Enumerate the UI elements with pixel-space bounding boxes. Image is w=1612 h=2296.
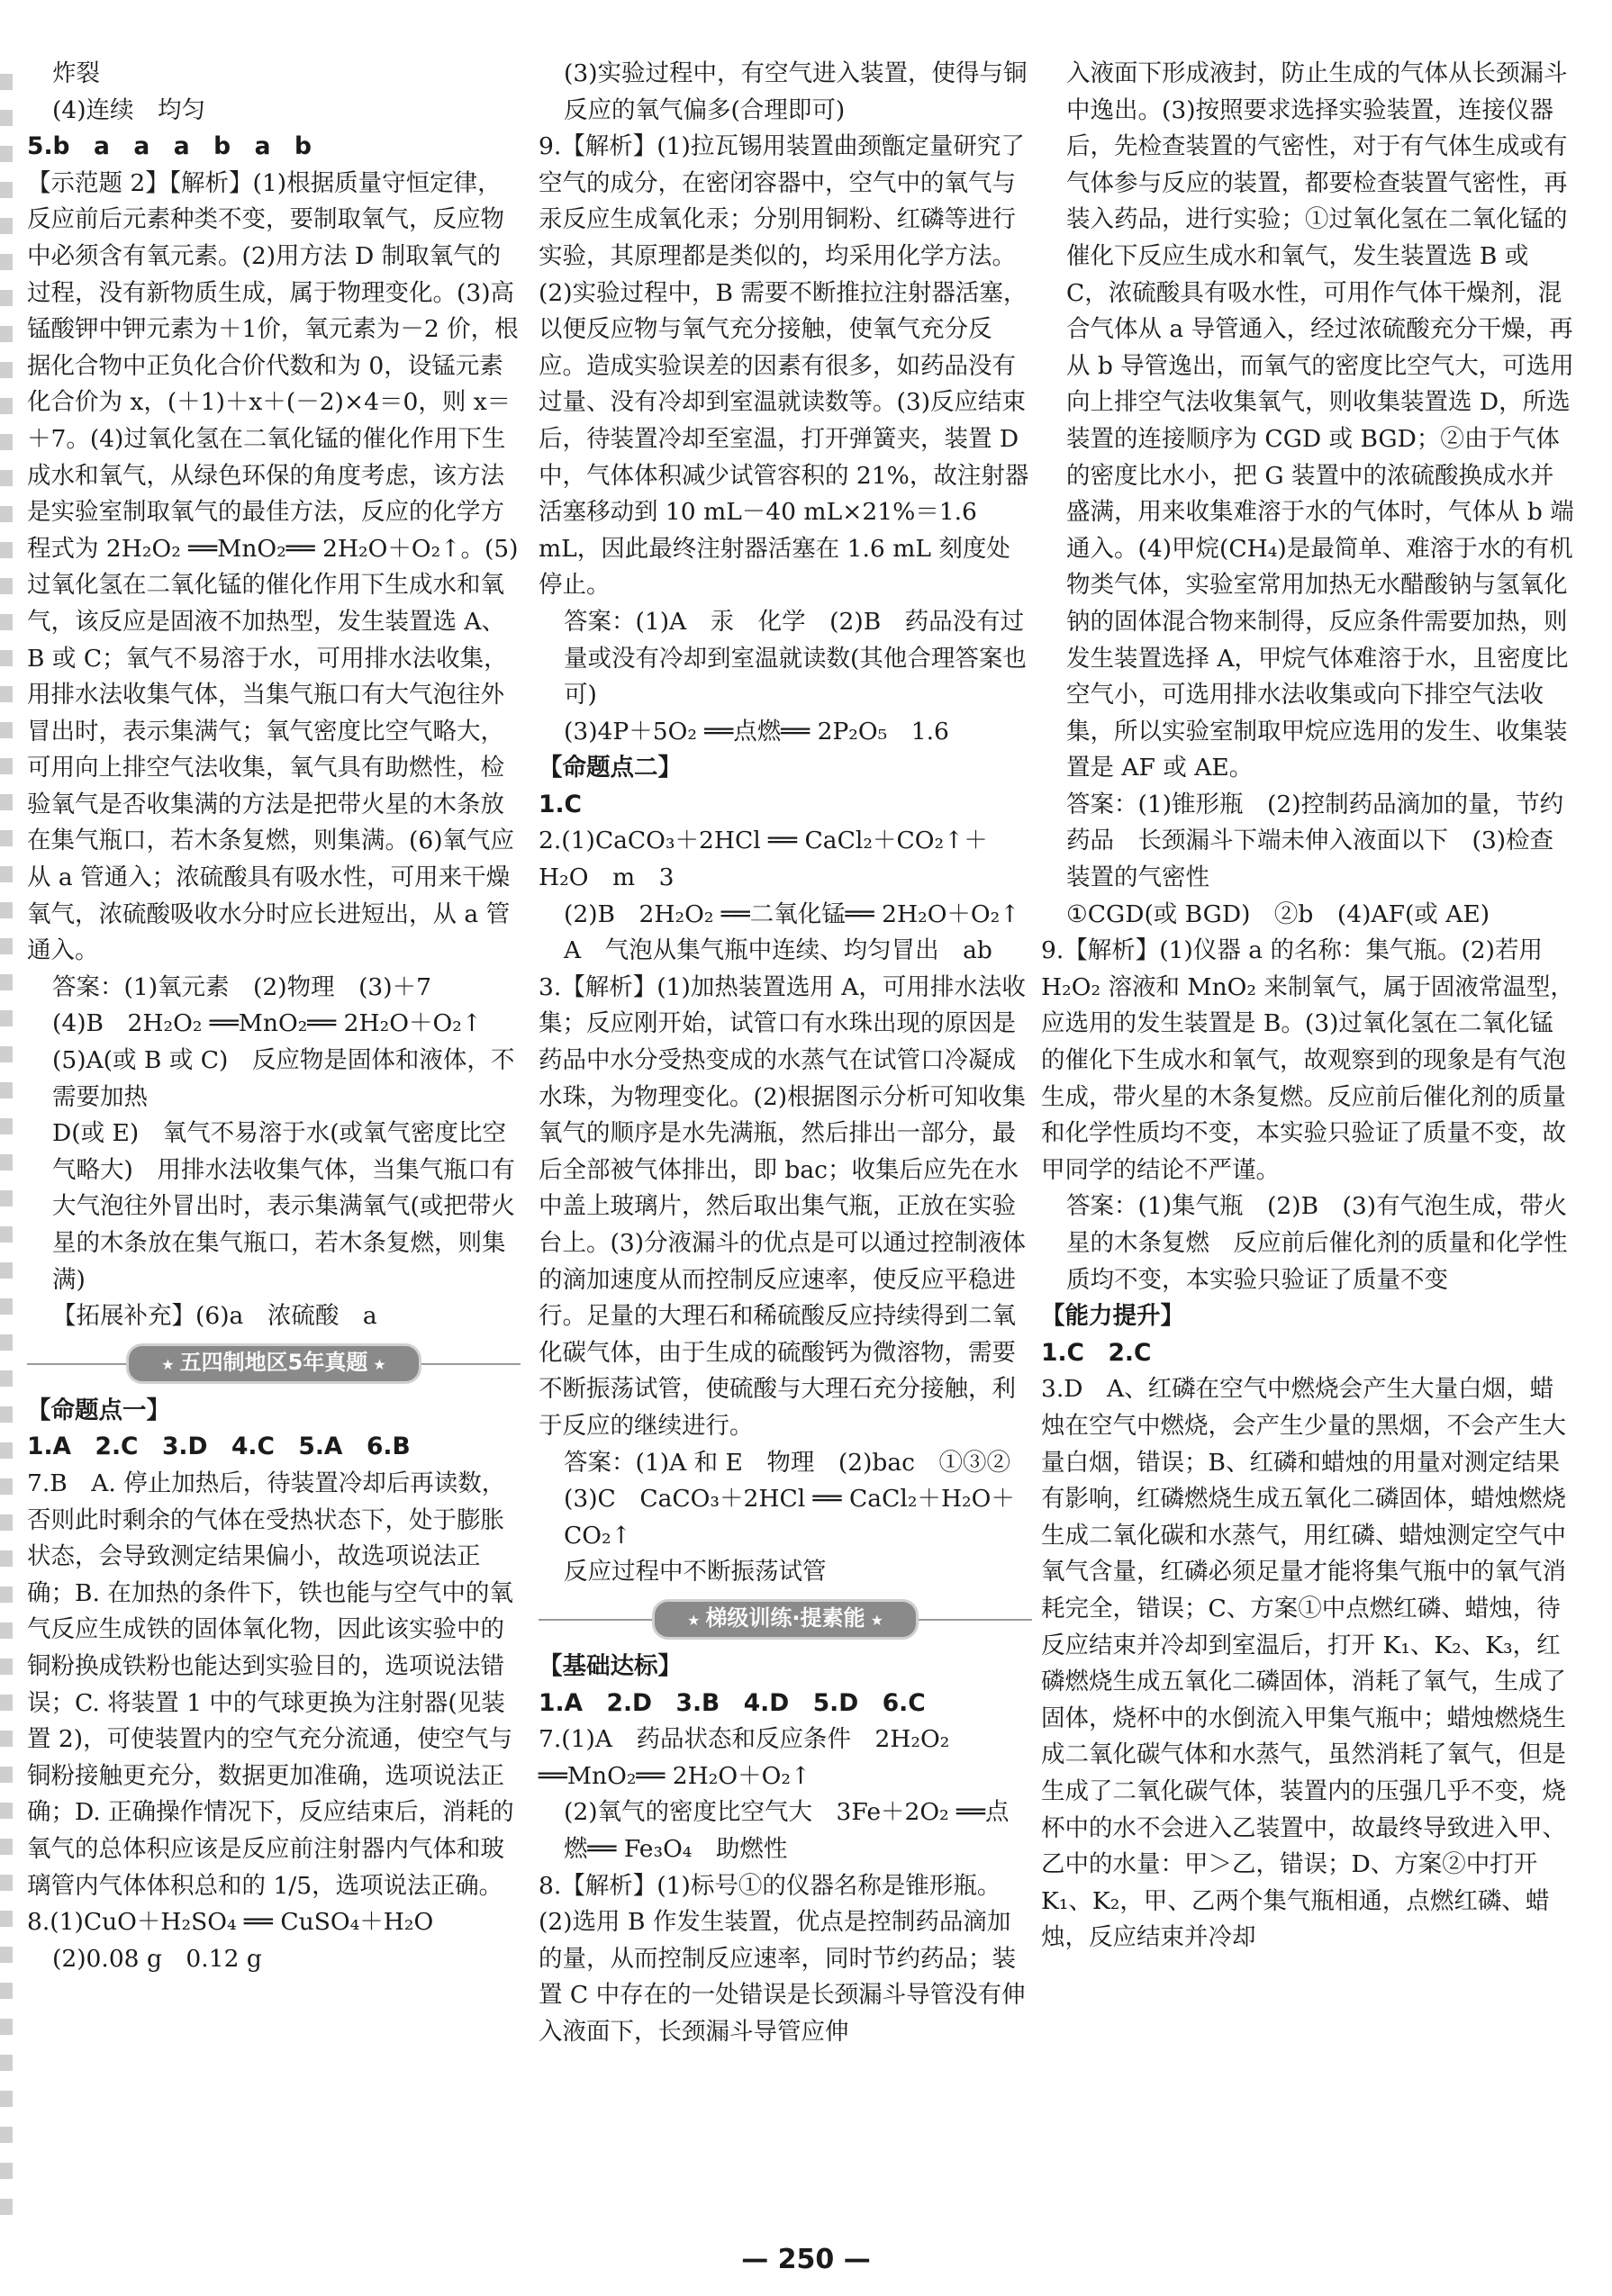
answer-line: 7.(1)A 药品状态和反应条件 2H₂O₂ ══MnO₂══ 2H₂O＋O₂↑ — [539, 1725, 950, 1790]
answer-line: 1.C — [539, 790, 582, 818]
text-line: (3)实验过程中，有空气进入装置，使得与铜反应的氧气偏多(合理即可) — [564, 59, 1028, 124]
answer-line: (2)B 2H₂O₂ ══二氧化锰══ 2H₂O＋O₂↑ A 气泡从集气瓶中连续、均匀冒出 ab — [564, 899, 1044, 965]
answer-line: D(或 E) 氧气不易溶于水(或氧气密度比空气略大) 用排水法收集气体，当集气瓶口有大气泡往外冒出时，表示集满氧气(或把带火星的木条放在集气瓶口，若木条复燃，则集满) — [52, 1119, 515, 1294]
binding-margin — [0, 54, 13, 2233]
text-line: (4)连续 均匀 — [52, 95, 206, 124]
section-banner-title: ★ 梯级训练·提素能 ★ — [652, 1599, 919, 1640]
analysis-paragraph: 【示范题 2】【解析】(1)根据质量守恒定律，反应前后元素种类不变，要制取氧气，反应物中必须含有氧元素。(2)用方法 D 制取氧气的过程，没有新物质生成，属于物理变化。(3)高锰酸钾中钾元素为＋1价，氧元素为－2 价，根据化合物中正负化合价代数和为 0，设锰元素化合价为 x，(＋1)＋x＋(－2)×4＝0，则 x＝＋7。(4)过氧化氢在二氧化锰的催化作用下生成水和氧气，从绿色环保的角度考虑，该方法是实验室制取氧气的最佳方法，反应的化学方程式为 2H₂O₂ ══MnO₂══ 2H₂O＋O₂↑。(5)过氧化氢在二氧化锰的催化作用下生成水和氧气，该反应是固液不加热型，发生装置选 A、B 或 C；氧气不易溶于水，可用排水法收集，用排水法收集气体，当集气瓶口有大气泡往外冒出时，表示集满气；氧气密度比空气略大，可用向上排空气法收集，氧气具有助燃性，检验氧气是否收集满的方法是把带火星的木条放在集气瓶口，若木条复燃，则集满。(6)氧气应从 a 管通入；浓硫酸具有吸水性，可用来干燥氧气，浓硫酸吸收水分时应长进短出，从 a 管通入。 — [27, 168, 519, 965]
section-heading: 【命题点二】 — [539, 754, 682, 782]
answer-line: (3)4P＋5O₂ ══点燃══ 2P₂O₅ 1.6 — [564, 717, 949, 746]
section-banner — [539, 1602, 1032, 1638]
analysis-paragraph: 9.【解析】(1)拉瓦锡用装置曲颈甑定量研究了空气的成分，在密闭容器中，空气中的氧气与汞反应生成氧化汞；分别用铜粉、红磷等进行实验，其原理都是类似的，均采用化学方法。(2)实验过程中，B 需要不断推拉注射器活塞，以便反应物与氧气充分接触，使氧气充分反应。造成实验误差的因素有很多，如药品没有过量、没有冷却到室温就读数等。(3)反应结束后，待装置冷却至室温，打开弹簧夹，装置 D 中，气体体积减少试管容积的 21%，故注射器活塞移动到 10 mL－40 mL×21%＝1.6 mL，因此最终注射器活塞在 1.6 mL 刻度处停止。 — [539, 132, 1029, 600]
answer-line: ①CGD(或 BGD) ②b (4)AF(或 AE) — [1066, 899, 1490, 928]
answer-line: 答案：(1)A 汞 化学 (2)B 药品没有过量或没有冷却到室温就读数(其他合理答案也可) — [564, 607, 1027, 710]
answer-line: 2.(1)CaCO₃＋2HCl ══ CaCl₂＋CO₂↑＋H₂O m 3 — [539, 827, 988, 892]
analysis-paragraph: 8.【解析】(1)标号①的仪器名称是锥形瓶。(2)选用 B 作发生装置，优点是控制药品滴加的量，从而控制反应速率，同时节约药品；装置 C 中存在的一处错误是长颈漏斗导管没有伸入液面下，长颈漏斗导管应伸 — [539, 1871, 1026, 2046]
section-heading: 【能力提升】 — [1041, 1302, 1184, 1331]
answer-line: (2)氧气的密度比空气大 3Fe＋2O₂ ══点燃══ Fe₃O₄ 助燃性 — [564, 1798, 1010, 1863]
answer-line: 答案：(1)集气瓶 (2)B (3)有气泡生成，带火星的木条复燃 反应前后催化剂的质量和化学性质均不变，本实验只验证了质量不变 — [1066, 1192, 1568, 1294]
answer-line: (4)B 2H₂O₂ ══MnO₂══ 2H₂O＋O₂↑ — [52, 1009, 483, 1038]
answer-line: 答案：(1)A 和 E 物理 (2)bac ①③② — [564, 1448, 1011, 1477]
answer-line: 答案：(1)锥形瓶 (2)控制药品滴加的量，节约药品 长颈漏斗下端未伸入液面以下 (3)检查装置的气密性 — [1066, 790, 1564, 892]
text-line: 炸裂 — [52, 59, 100, 87]
section-banner-title: ★ 五四制地区5年真题 ★ — [126, 1343, 421, 1384]
answer-line: 【拓展补充】(6)a 浓硫酸 a — [52, 1302, 377, 1331]
analysis-paragraph: 入液面下形成液封，防止生成的气体从长颈漏斗中逸出。(3)按照要求选择实验装置，连接仪器后，先检查装置的气密性，对于有气体生成或有气体参与反应的装置，都要检查装置气密性，再装入药品，进行实验；①过氧化氢在二氧化锰的催化下反应生成水和氧气，发生装置选 B 或 C，浓硫酸具有吸水性，可用作气体干燥剂，混合气体从 a 导管通入，经过浓硫酸充分干燥，再从 b 导管逸出，而氧气的密度比空气大，可选用向上排空气法收集氧气，则收集装置选 D，所选装置的连接顺序为 CGD 或 BGD；②由于气体的密度比水小，把 G 装置中的浓硫酸换成水并盛满，用来收集难溶于水的气体时，气体从 b 端通入。(4)甲烷(CH₄)是最简单、难溶于水的有机物类气体，实验室常用加热无水醋酸钠与氢氧化钠的固体混合物来制得，反应条件需要加热，则发生装置选择 A，甲烷气体难溶于水，且密度比空气小，可选用排水法收集或向下排空气法收集，所以实验室制取甲烷应选用的发生、收集装置是 AF 或 AE。 — [1066, 59, 1574, 782]
answer-line: (2)0.08 g 0.12 g — [52, 1944, 262, 1973]
column-2 — [539, 56, 1044, 2050]
analysis-paragraph: 7.B A. 停止加热后，待装置冷却后再读数，否则此时剩余的气体在受热状态下，处于膨胀状态，会导致测定结果偏小，故选项说法正确；B. 在加热的条件下，铁也能与空气中的氧气反应生成铁的固体氧化物，因此该实验中的铜粉换成铁粉也能达到实验目的，选项说法错误；C. 将装置 1 中的气球更换为注射器(见装置 2)，可使装置内的空气充分流通，使空气与铜粉接触更充分，数据更加准确，选项说法正确；D. 正确操作情况下，反应结束后，消耗的氧气的总体积应该是反应前注射器内气体和玻璃管内气体体积总和的 1/5，选项说法正确。 — [27, 1469, 514, 1900]
answer-line: 1.A 2.C 3.D 4.C 5.A 6.B — [27, 1433, 411, 1461]
answer-line: 5.b a a a b a b — [27, 132, 312, 161]
answer-line: (5)A(或 B 或 C) 反应物是固体和液体，不需要加热 — [52, 1046, 515, 1111]
answer-line: 1.A 2.D 3.B 4.D 5.D 6.C — [539, 1688, 926, 1717]
section-banner — [27, 1346, 521, 1382]
page-number: — 250 — — [741, 2244, 871, 2275]
section-heading: 【命题点一】 — [27, 1396, 170, 1424]
answer-line: (3)C CaCO₃＋2HCl ══ CaCl₂＋H₂O＋CO₂↑ — [564, 1485, 1015, 1550]
answer-line: 答案：(1)氧元素 (2)物理 (3)＋7 — [52, 972, 431, 1001]
answer-line: 1.C 2.C — [1041, 1338, 1152, 1367]
answer-line: 8.(1)CuO＋H₂SO₄ ══ CuSO₄＋H₂O — [27, 1908, 434, 1937]
column-1 — [27, 56, 521, 1977]
analysis-paragraph: 3.【解析】(1)加热装置选用 A，可用排水法收集；反应刚开始，试管口有水珠出现的原因是药品中水分受热变成的水蒸气在试管口冷凝成水珠，为物理变化。(2)根据图示分析可知收集氧气的顺序是水先满瓶，然后排出一部分，最后全部被气体排出，即 bac；收集后应先在水中盖上玻璃片，然后取出集气瓶，正放在实验台上。(3)分液漏斗的优点是可以通过控制液体的滴加速度从而控制反应速率，使反应平稳进行。足量的大理石和稀硫酸反应持续得到二氧化碳气体，由于生成的硫酸钙为微溶物，需要不断振荡试管，使硫酸与大理石充分接触，利于反应的继续进行。 — [539, 972, 1027, 1440]
column-3 — [1041, 56, 1574, 1957]
analysis-paragraph: 9.【解析】(1)仪器 a 的名称：集气瓶。(2)若用 H₂O₂ 溶液和 MnO₂ 来制氧气，属于固液常温型，应选用的发生装置是 B。(3)过氧化氢在二氧化锰的催化下生成水和氧气，故观察到的现象是有气泡生成，带火星的木条复燃。反应前后催化剂的质量和化学性质均不变，本实验只验证了质量不变，故甲同学的结论不严谨。 — [1041, 936, 1574, 1184]
analysis-paragraph: 3.D A、红磷在空气中燃烧会产生大量白烟，蜡烛在空气中燃烧，会产生少量的黑烟，不会产生大量白烟，错误；B、红磷和蜡烛的用量对测定结果有影响，红磷燃烧生成五氧化二磷固体，蜡烛燃烧生成二氧化碳和水蒸气，用红磷、蜡烛测定空气中氧气含量，红磷必须足量才能将集气瓶中的氧气消耗完全，错误；C、方案①中点燃红磷、蜡烛，待反应结束并冷却到室温后，打开 K₁、K₂、K₃，红磷燃烧生成五氧化二磷固体，消耗了氧气，生成了固体，烧杯中的水倒流入甲集气瓶中；蜡烛燃烧生成二氧化碳气体和水蒸气，虽然消耗了氧气，但是生成了二氧化碳气体，装置内的压强几乎不变，烧杯中的水不会进入乙装置中，故最终导致进入甲、乙中的水量：甲＞乙，错误；D、方案②中打开 K₁、K₂，甲、乙两个集气瓶相通，点燃红磷、蜡烛，反应结束并冷却 — [1041, 1375, 1566, 1952]
answer-line: 反应过程中不断振荡试管 — [564, 1558, 827, 1586]
section-heading: 【基础达标】 — [539, 1651, 682, 1680]
